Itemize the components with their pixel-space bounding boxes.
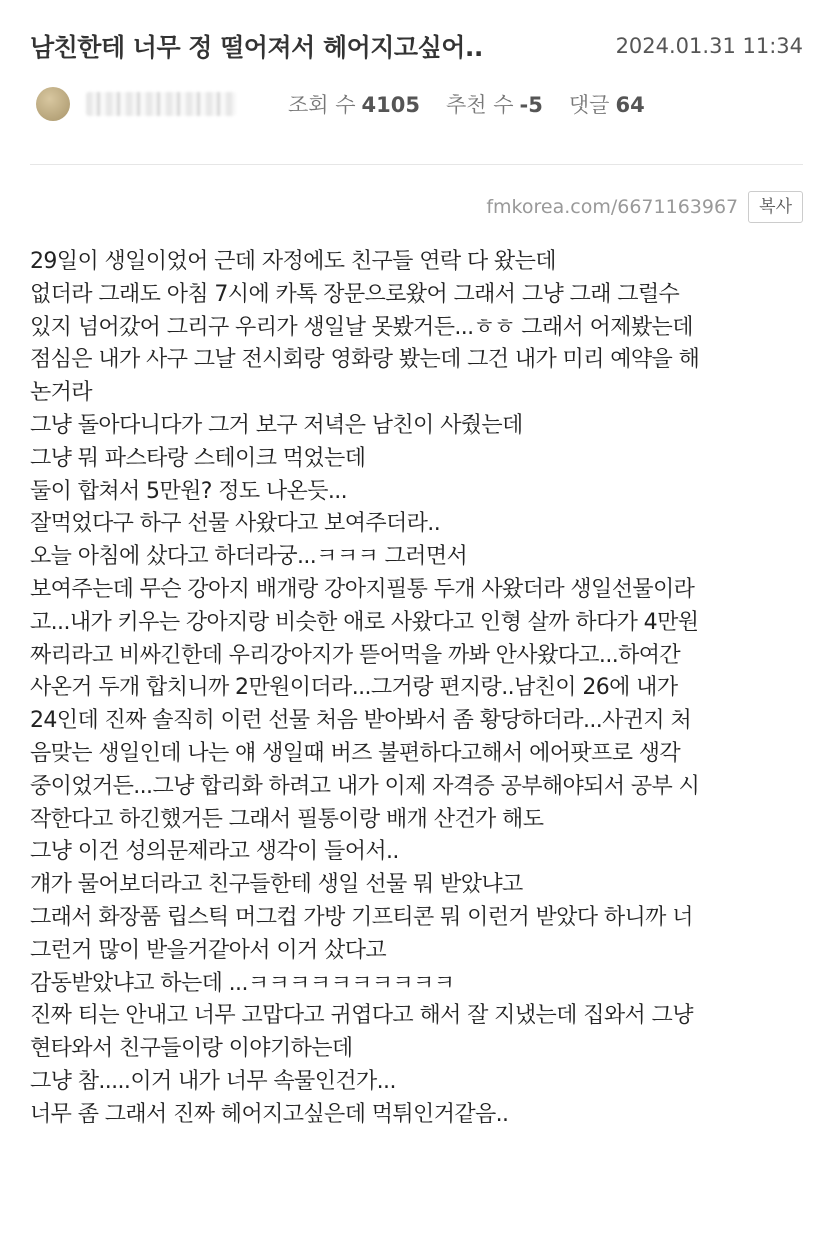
view-count-label: 조회 수 <box>288 93 356 117</box>
like-count-label: 추천 수 <box>446 93 514 117</box>
post-body-line: 감동받았냐고 하는데 ...ㅋㅋㅋㅋㅋㅋㅋㅋㅋㅋ <box>30 970 455 996</box>
post-body-line: 없더라 그래도 아침 7시에 카톡 장문으로왔어 그래서 그냥 그래 그럴수 <box>30 281 680 307</box>
comment-count-value: 64 <box>615 93 645 117</box>
post-body-line: 그냥 돌아다니다가 그거 보구 저녁은 남친이 사줬는데 <box>30 412 523 438</box>
post-body-line: 있지 넘어갔어 그리구 우리가 생일날 못봤거든...ㅎㅎ 그래서 어제봤는데 <box>30 314 693 340</box>
post-body-line: 보여주는데 무슨 강아지 배개랑 강아지필통 두개 사왔더라 생일선물이라 <box>30 576 695 602</box>
comment-count[interactable] <box>569 89 645 119</box>
post-body-line: 중이었거든...그냥 합리화 하려고 내가 이제 자격증 공부해야되서 공부 시 <box>30 773 700 799</box>
post-date: 2024.01.31 11:34 <box>615 34 803 58</box>
post-body-line: 고...내가 키우는 강아지랑 비슷한 애로 사왔다고 인형 살까 하다가 4만원 <box>30 609 699 635</box>
copy-url-button[interactable]: 복사 <box>748 191 803 223</box>
post-title: 남친한테 너무 정 떨어져서 헤어지고싶어.. <box>30 33 483 62</box>
post-url[interactable]: fmkorea.com/6671163967 <box>486 196 739 218</box>
view-count <box>288 89 420 119</box>
post-body-line: 걔가 물어보더라고 친구들한테 생일 선물 뭐 받았냐고 <box>30 872 523 898</box>
post-body-line: 24인데 진짜 솔직히 이런 선물 처음 받아봐서 좀 황당하더라...사귄지 처 <box>30 708 692 734</box>
post-body-line: 진짜 티는 안내고 너무 고맙다고 귀엽다고 해서 잘 지냈는데 집와서 그냥 <box>30 1003 693 1029</box>
post-body-line: 그런거 많이 받을거같아서 이거 샀다고 <box>30 937 387 963</box>
view-count-value: 4105 <box>361 93 420 117</box>
author-name-blurred[interactable] <box>86 92 236 116</box>
post-body-line: 작한다고 하긴했거든 그래서 필통이랑 배개 산건가 해도 <box>30 806 544 832</box>
post-body-line: 그래서 화장품 립스틱 머그컵 가방 기프티콘 뭐 이런거 받았다 하니까 너 <box>30 904 693 930</box>
post-body-line: 너무 좀 그래서 진짜 헤어지고싶은데 먹튀인거같음.. <box>30 1101 509 1127</box>
post-body-line: 음맞는 생일인데 나는 얘 생일때 버즈 불편하다고해서 에어팟프로 생각 <box>30 740 681 766</box>
post-body-line: 29일이 생일이었어 근데 자정에도 친구들 연락 다 왔는데 <box>30 249 556 274</box>
post-url-row <box>486 189 803 225</box>
post-body-line: 둘이 합쳐서 5만원? 정도 나온듯... <box>30 478 348 504</box>
post-meta <box>36 84 671 124</box>
like-count <box>446 89 543 119</box>
post-body-line: 잘먹었다구 하구 선물 사왔다고 보여주더라.. <box>30 511 441 537</box>
post-header <box>30 26 803 66</box>
post-body-line: 점심은 내가 사구 그날 전시회랑 영화랑 봤는데 그건 내가 미리 예약을 해 <box>30 347 700 373</box>
post-body-line: 오늘 아침에 샀다고 하더라궁...ㅋㅋㅋ 그러면서 <box>30 544 468 570</box>
post-body-line: 사온거 두개 합치니까 2만원이더라...그거랑 편지랑..남친이 26에 내가 <box>30 675 678 701</box>
avatar[interactable] <box>36 87 70 121</box>
header-divider <box>30 164 803 165</box>
post-body-line: 짜리라고 비싸긴한데 우리강아지가 뜯어먹을 까봐 안사왔다고...하여간 <box>30 642 681 668</box>
post-body-line: 현타와서 친구들이랑 이야기하는데 <box>30 1036 353 1062</box>
post-body <box>30 246 800 1132</box>
comment-count-label: 댓글 <box>568 93 610 117</box>
like-count-value: -5 <box>519 93 543 117</box>
post-body-line: 그냥 이건 성의문제라고 생각이 들어서.. <box>30 839 399 865</box>
post-body-line: 논거라 <box>30 380 92 406</box>
post-body-line: 그냥 뭐 파스타랑 스테이크 먹었는데 <box>30 445 366 471</box>
post-body-line: 그냥 참.....이거 내가 너무 속물인건가... <box>30 1068 396 1094</box>
